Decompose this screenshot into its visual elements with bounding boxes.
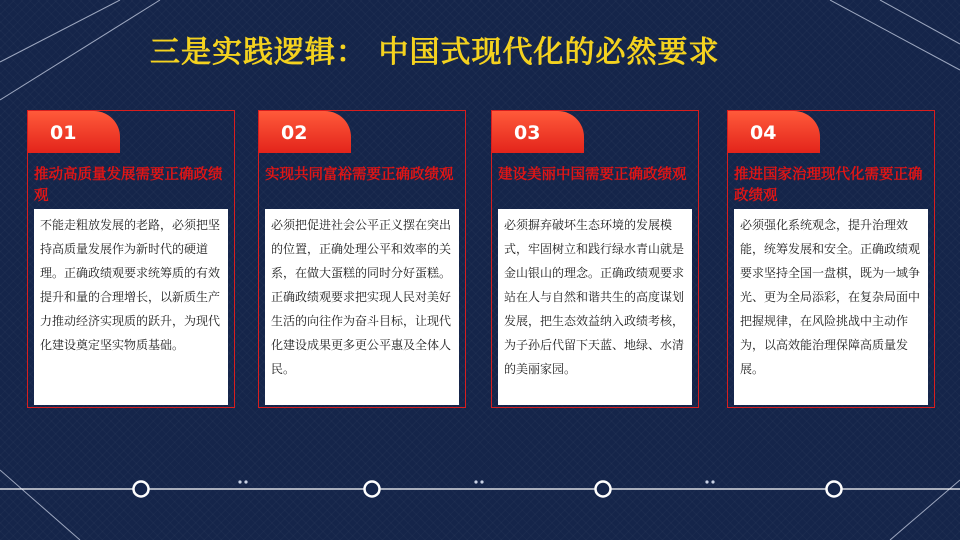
card-body: 必须摒弃破坏生态环境的发展模式，牢固树立和践行绿水青山就是金山银山的理念。正确政绩观要求站在人与自然和谐共生的高度谋划发展，把生态效益纳入政绩考核，为子孙后代留下天蓝、地绿、水清的美丽家园。 [498,209,692,405]
card-heading: 建设美丽中国需要正确政绩观 [498,166,687,183]
card-body: 必须强化系统观念，提升治理效能，统筹发展和安全。正确政绩观要求坚持全国一盘棋，既为一域争光、更为全局添彩，在复杂局面中把握规律，在风险挑战中主动作为，以高效能治理保障高质量发展。 [734,209,928,405]
card-3 [491,110,699,408]
card-body: 不能走粗放发展的老路，必须把坚持高质量发展作为新时代的硬道理。正确政绩观要求统筹质的有效提升和量的合理增长，以新质生产力推动经济实现质的跃升，为现代化建设奠定坚实物质基础。 [34,209,228,405]
timeline-marker-3 [596,482,611,497]
card-heading: 实现共同富裕需要正确政绩观 [265,166,454,183]
card-number: 02 [281,122,308,144]
card-number: 03 [514,122,541,144]
card-number: 01 [50,122,77,144]
card-number-tab [492,111,584,153]
timeline-marker-1 [134,482,149,497]
timeline-marker-2 [365,482,380,497]
card-heading: 推动高质量发展需要正确政绩观 [34,166,223,204]
card-body: 必须把促进社会公平正义摆在突出的位置，正确处理公平和效率的关系，在做大蛋糕的同时分好蛋糕。正确政绩观要求把实现人民对美好生活的向往作为奋斗目标，让现代化建设成果更多更公平惠及全体人民。 [265,209,459,405]
card-1 [27,110,235,408]
card-number: 04 [750,122,777,144]
card-2 [258,110,466,408]
slide-title: 三是实践逻辑： 中国式现代化的必然要求 [150,35,720,70]
connector-dots [238,480,714,483]
card-number-tab [259,111,351,153]
card-number-tab [728,111,820,153]
card-number-tab [28,111,120,153]
timeline-marker-4 [827,482,842,497]
card-heading: 推进国家治理现代化需要正确政绩观 [734,166,923,204]
card-4 [727,110,935,408]
